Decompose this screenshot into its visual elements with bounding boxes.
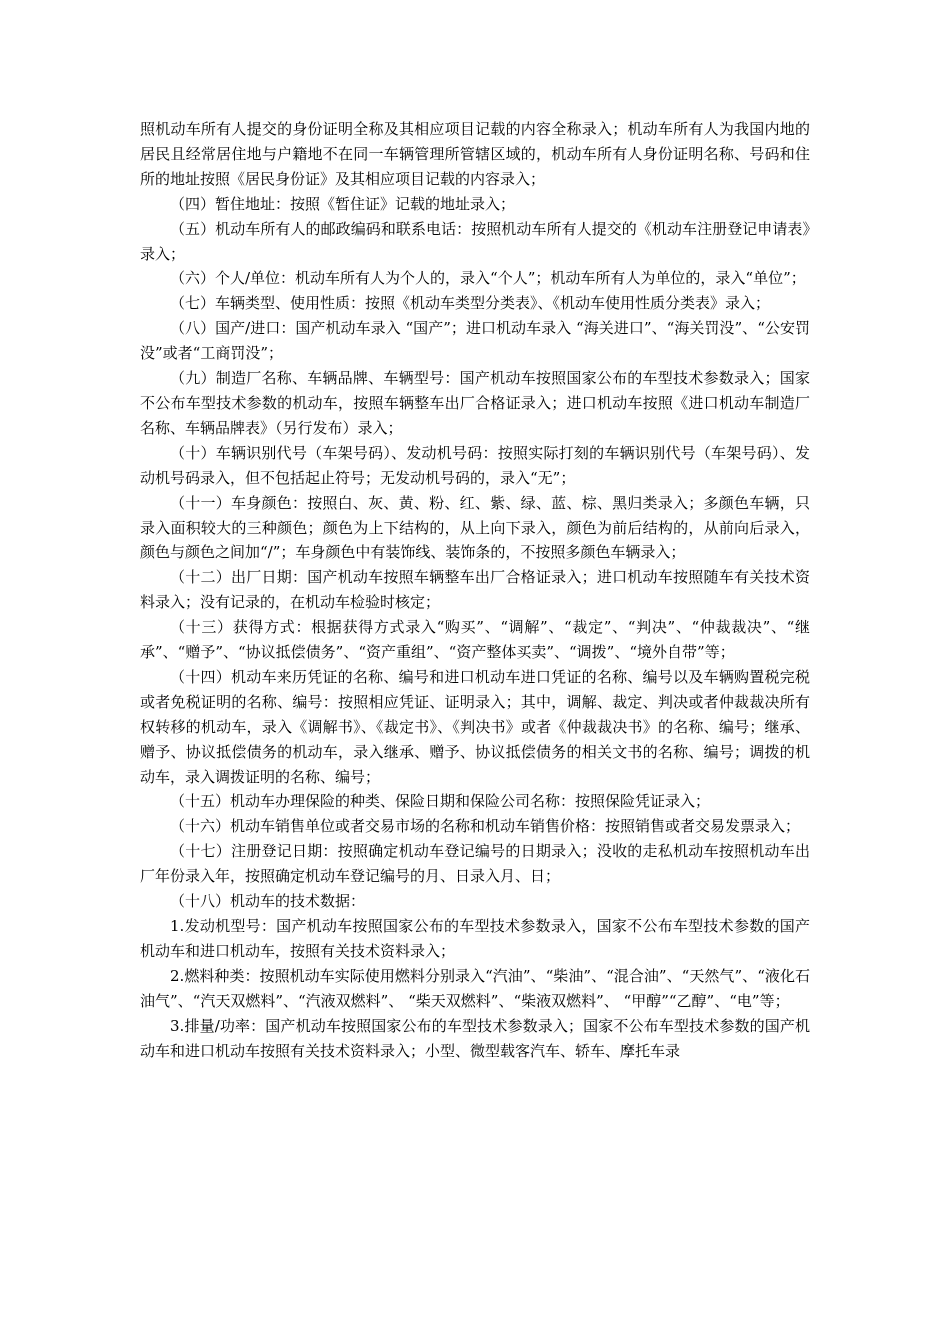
paragraph-engine-model: 1.发动机型号：国产机动车按照国家公布的车型技术参数录入，国家不公布车型技术参数的国产机动车和进口机动车，按照有关技术资料录入； — [140, 917, 810, 960]
paragraph-temporary-address: （四）暂住地址：按照《暂住证》记载的地址录入； — [170, 194, 516, 213]
paragraph-production-date: （十二）出厂日期：国产机动车按照车辆整车出厂合格证录入；进口机动车按照随车有关技术资料录入；没有记录的，在机动车检验时核定； — [140, 568, 810, 612]
paragraph-technical-data: （十八）机动车的技术数据： — [170, 892, 366, 911]
paragraph-displacement-power: 3.排量/功率：国产机动车按照国家公布的车型技术参数录入；国家不公布车型技术参数的国产机动车和进口机动车按照有关技术资料录入；小型、微型载客汽车、轿车、摩托车录 — [140, 1016, 810, 1060]
paragraph-origin-certificate: （十四）机动车来历凭证的名称、编号和进口机动车进口凭证的名称、编号以及车辆购置税完税或者免税证明的名称、编号：按照相应凭证、证明录入；其中，调解、裁定、判决或者仲裁裁决所有权转移的机动车，录入《调解书》、《裁定书》、《判决书》或者《仲裁裁决书》的名称、编号；继承、赠予、协议抵偿债务的机动车，录入继承、赠予、协议抵偿债务的相关文书的名称、编号；调拨的机动车，录入调拨证明的名称、编号； — [140, 667, 810, 786]
paragraph-fuel-type: 2.燃料种类：按照机动车实际使用燃料分别录入“汽油”、“柴油”、“混合油”、“天然气”、“液化石油气”、“汽天双燃料”、“汽液双燃料”、 “柴天双燃料”、“柴液双燃料”、 “甲醇”“乙醇”、“电”等； — [140, 966, 810, 1010]
paragraph-domestic-import: （八）国产/进口：国产机动车录入 “国产”；进口机动车录入 “海关进口”、“海关罚没”、“公安罚没”或者“工商罚没”； — [140, 319, 810, 363]
paragraph-registration-date: （十七）注册登记日期：按照确定机动车登记编号的日期录入；没收的走私机动车按照机动车出厂年份录入年，按照确定机动车登记编号的月、日录入月、日； — [140, 842, 810, 886]
paragraph-body-color: （十一）车身颜色：按照白、灰、黄、粉、红、紫、绿、蓝、棕、黑归类录入；多颜色车辆，只录入面积较大的三种颜色；颜色为上下结构的，从上向下录入，颜色为前后结构的，从前向后录入，颜色与颜色之间加“/”；车身颜色中有装饰线、装饰条的，不按照多颜色车辆录入； — [140, 493, 810, 562]
paragraph-vin-engine: （十）车辆识别代号（车架号码）、发动机号码：按照实际打刻的车辆识别代号（车架号码）、发动机号码录入，但不包括起止符号；无发动机号码的，录入“无”； — [140, 443, 810, 487]
paragraph-person-unit: （六）个人/单位：机动车所有人为个人的，录入“个人”；机动车所有人为单位的，录入“单位”； — [170, 269, 806, 288]
paragraph-postal-phone: （五）机动车所有人的邮政编码和联系电话：按照机动车所有人提交的《机动车注册登记申请表》录入； — [140, 219, 810, 263]
paragraph-insurance: （十五）机动车办理保险的种类、保险日期和保险公司名称：按照保险凭证录入； — [170, 792, 711, 811]
paragraph-manufacturer: （九）制造厂名称、车辆品牌、车辆型号：国产机动车按照国家公布的车型技术参数录入；国家不公布车型技术参数的机动车，按照车辆整车出厂合格证录入；进口机动车按照《进口机动车制造厂名称、车辆品牌表》（另行发布）录入； — [140, 369, 810, 437]
paragraph-vehicle-type: （七）车辆类型、使用性质：按照《机动车类型分类表》、《机动车使用性质分类表》录入； — [170, 294, 771, 313]
paragraph-identity-continued: 照机动车所有人提交的身份证明全称及其相应项目记载的内容全称录入；机动车所有人为我国内地的居民且经常居住地与户籍地不在同一车辆管理所管辖区域的，机动车所有人身份证明名称、号码和住所的地址按照《居民身份证》及其相应项目记载的内容录入； — [140, 120, 810, 188]
paragraph-sales: （十六）机动车销售单位或者交易市场的名称和机动车销售价格：按照销售或者交易发票录入； — [170, 817, 801, 836]
paragraph-acquisition-method: （十三）获得方式：根据获得方式录入“购买”、“调解”、“裁定”、“判决”、“仲裁裁决”、“继承”、“赠予”、“协议抵偿债务”、“资产重组”、“资产整体买卖”、“调拨”、“境外自带”等； — [140, 618, 810, 662]
document-page — [140, 117, 810, 1063]
